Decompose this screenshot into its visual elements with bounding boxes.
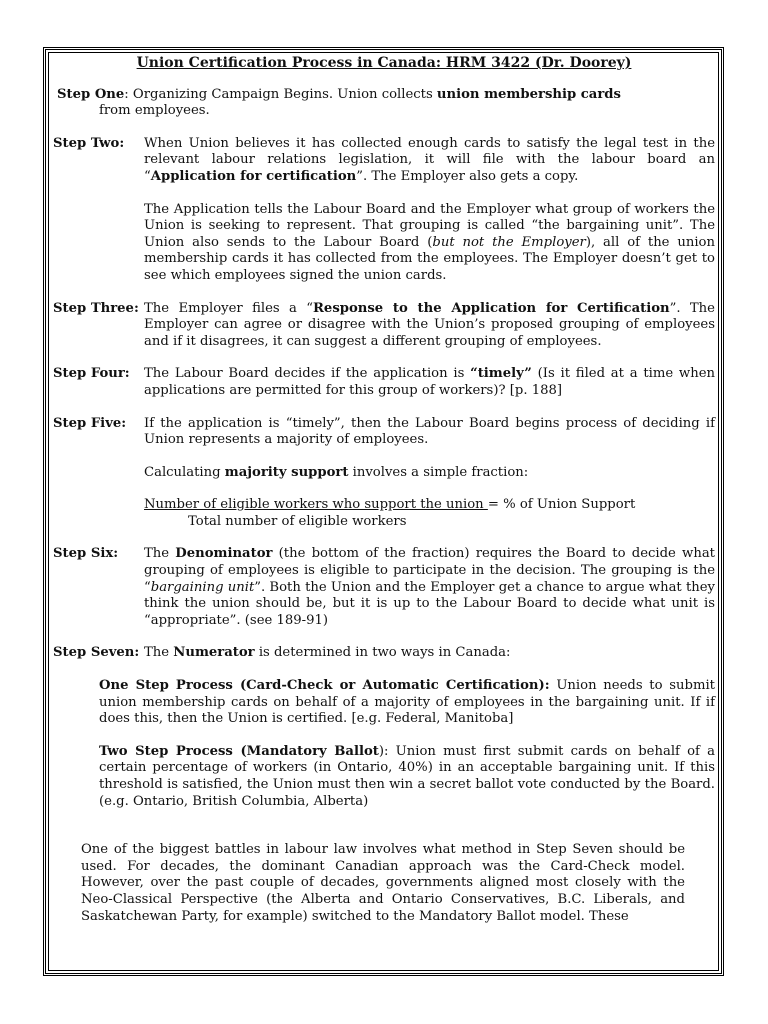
step-three-bold: Response to the Application for Certification [312, 300, 670, 316]
fraction-result: = % of Union Support [487, 497, 636, 513]
step-five-bold: majority support [224, 464, 349, 480]
step-seven-body [144, 645, 715, 662]
step-one-text-2: from employees. [99, 103, 210, 119]
step-one-label: Step One [57, 86, 125, 102]
two-step-text: ): Union must first submit cards on behalf of a certain percentage of workers (in Ontario, 40%) in an acceptable bargaining unit. If this threshold is satisfied, the Union must then win a secret ballot vote conducted by the Board. (e.g. Ontario, British Columbia, Alberta) [99, 743, 715, 809]
step-five-para-1: If the application is “timely”, then the Labour Board begins process of deciding if Union represents a majority of employees. [144, 415, 715, 448]
step-four-label: Step Four: [53, 366, 130, 382]
step-two-label: Step Two: [53, 135, 125, 151]
step-three-body [144, 301, 715, 351]
one-step-heading: One Step Process (Card-Check or Automatic Certification): [99, 678, 550, 694]
step-four [53, 366, 715, 399]
step-seven-text-1: The [144, 645, 174, 661]
step-two-text-3: The Application tells the Labour Board and the Employer what group of workers the Union is seeking to represent. That grouping is called “the bargaining unit”. The Union also sends to the Labour Board ( [144, 201, 715, 250]
step-two-italic: but not the Employer [432, 234, 586, 250]
step-six-body [144, 546, 715, 629]
step-seven [53, 645, 715, 662]
step-one-text-1: : Organizing Campaign Begins. Union collects [124, 86, 437, 102]
step-two-text-4: ), all of the union membership cards it has collected from the employees. The Employer doesn’t get to see which employees signed the union cards. [144, 234, 715, 283]
step-four-text-2: (Is it filed at a time when applications are permitted for this group of workers)? [p. 188] [144, 366, 716, 398]
step-one [53, 87, 715, 120]
step-three [53, 301, 715, 351]
step-two-para-1 [144, 136, 715, 186]
closing-paragraph: One of the biggest battles in labour law involves what method in Step Seven should be used. For decades, the dominant Canadian approach was the Card-Check model. However, over the past couple of decades, governments aligned most closely with the Neo-Classical Perspective (the Alberta and Ontario Conservatives, B.C. Liberals, and Saskatchewan Party, for example) switched to the Mandatory Ballot model. These [81, 842, 685, 924]
step-four-body [144, 366, 715, 399]
step-three-text-1: The Employer files a “ [144, 300, 313, 316]
step-six [53, 546, 715, 629]
step-six-text-2: (the bottom of the fraction) requires the Board to decide what grouping of employees is eligible to participate in the decision. The grouping is the “ [144, 546, 715, 595]
document-title: Union Certification Process in Canada: HRM 3422 (Dr. Doorey) [136, 55, 632, 71]
step-two [53, 136, 715, 285]
step-one-bold: union membership cards [436, 86, 621, 102]
step-two-text-2: ”. The Employer also gets a copy. [356, 168, 579, 184]
one-step-process [99, 678, 715, 728]
step-seven-label: Step Seven: [53, 645, 140, 661]
step-six-label: Step Six: [53, 546, 119, 562]
step-five-body [144, 416, 715, 531]
step-one-body [57, 87, 627, 120]
fraction-numerator: Number of eligible workers who support the union [144, 497, 488, 513]
step-four-bold: “timely” [470, 366, 532, 382]
step-seven-bold: Numerator [173, 645, 255, 661]
step-six-italic: bargaining unit [150, 579, 255, 595]
fraction-numerator-line [144, 497, 715, 514]
step-five-text-2: involves a simple fraction: [348, 464, 529, 480]
step-four-text-1: The Labour Board decides if the application is [144, 366, 471, 382]
step-two-bold: Application for certification [150, 168, 357, 184]
step-two-body [144, 136, 715, 285]
step-six-text-1: The [144, 546, 176, 562]
step-six-bold: Denominator [175, 546, 273, 562]
step-seven-text-2: is determined in two ways in Canada: [254, 645, 511, 661]
two-step-heading: Two Step Process (Mandatory Ballot [99, 743, 379, 759]
one-step-text: Union needs to submit union membership cards on behalf of a majority of employees in the bargaining unit. If if does this, then the Union is certified. [e.g. Federal, Manitoba] [99, 678, 715, 727]
step-five [53, 416, 715, 531]
two-step-process [99, 744, 715, 810]
step-six-text-3: ”. Both the Union and the Employer get a chance to argue what they think the union should be, but it is up to the Labour Board to decide what unit is “appropriate”. (see 189-91) [144, 579, 716, 628]
step-five-para-2 [144, 465, 715, 482]
step-two-para-2 [144, 202, 715, 285]
document-body [53, 55, 715, 925]
step-three-label: Step Three: [53, 300, 139, 316]
step-two-text-1: When Union believes it has collected enough cards to satisfy the legal test in the relevant labour relations legislation, it will file with the labour board an “ [144, 135, 715, 184]
fraction-denominator: Total number of eligible workers [188, 513, 407, 529]
step-three-text-2: ”. The Employer can agree or disagree with the Union’s proposed grouping of employees and if it disagrees, it can suggest a different grouping of employees. [144, 300, 715, 349]
step-five-label: Step Five: [53, 415, 127, 431]
step-five-text-1: Calculating [144, 464, 225, 480]
